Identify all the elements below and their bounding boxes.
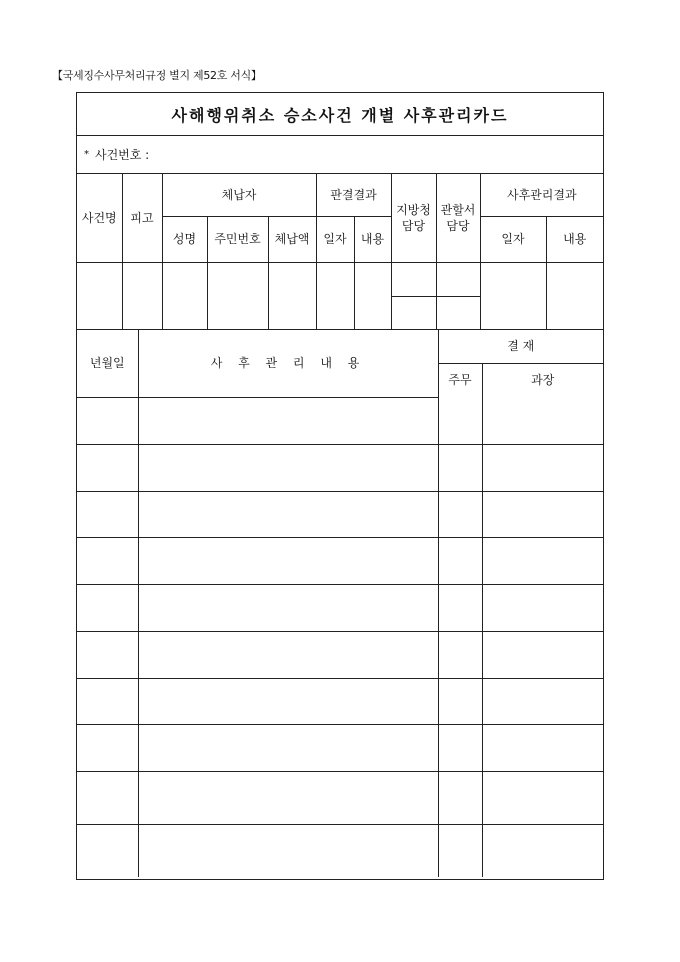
header-followup: 사후관리결과 — [480, 174, 603, 216]
log-content-cell[interactable] — [138, 824, 438, 877]
log-manager-sign-cell[interactable] — [482, 631, 603, 678]
log-staff-sign-cell[interactable] — [438, 631, 482, 678]
log-staff-sign-cell[interactable] — [438, 444, 482, 491]
asterisk-mark: * — [84, 149, 89, 160]
header-followup-content: 내용 — [546, 216, 603, 262]
log-content-cell[interactable] — [138, 444, 438, 491]
cell-district-office-2[interactable] — [436, 296, 480, 329]
log-staff-sign-cell[interactable] — [438, 678, 482, 724]
log-row — [77, 631, 603, 678]
log-date-cell[interactable] — [77, 397, 138, 444]
log-date-cell[interactable] — [77, 631, 138, 678]
cell-delinquent-amount[interactable] — [268, 262, 316, 329]
header-approval: 결 재 — [438, 329, 603, 363]
followup-card — [76, 92, 604, 880]
log-row — [77, 771, 603, 824]
log-staff-sign-cell[interactable] — [438, 397, 482, 444]
log-manager-sign-cell[interactable] — [482, 771, 603, 824]
card-title: 사해행위취소 승소사건 개별 사후관리카드 — [171, 105, 509, 125]
log-manager-sign-cell[interactable] — [482, 584, 603, 631]
log-staff-sign-cell[interactable] — [438, 824, 482, 877]
log-date-cell[interactable] — [77, 584, 138, 631]
cell-local-office-2[interactable] — [391, 296, 436, 329]
header-date: 년월일 — [77, 329, 138, 397]
cell-district-office-1[interactable] — [436, 262, 480, 296]
header-manager: 과장 — [482, 363, 603, 397]
log-row — [77, 444, 603, 491]
header-local-office: 지방청 담당 — [391, 174, 436, 262]
header-followup-date: 일자 — [480, 216, 546, 262]
log-date-cell[interactable] — [77, 824, 138, 877]
log-content-cell[interactable] — [138, 491, 438, 537]
log-date-cell[interactable] — [77, 444, 138, 491]
log-row — [77, 397, 603, 444]
log-manager-sign-cell[interactable] — [482, 397, 603, 444]
log-content-cell[interactable] — [138, 397, 438, 444]
log-date-cell[interactable] — [77, 724, 138, 771]
log-staff-sign-cell[interactable] — [438, 584, 482, 631]
header-judgment: 판결결과 — [316, 174, 391, 216]
cell-judgment-content[interactable] — [354, 262, 391, 329]
log-content-cell[interactable] — [138, 537, 438, 584]
title-row — [77, 93, 603, 136]
cell-delinquent-name[interactable] — [162, 262, 207, 329]
case-number-row — [77, 136, 603, 174]
log-content-cell[interactable] — [138, 584, 438, 631]
log-content-cell[interactable] — [138, 771, 438, 824]
header-judgment-date: 일자 — [316, 216, 354, 262]
cell-followup-date[interactable] — [480, 262, 546, 329]
log-row — [77, 678, 603, 724]
log-staff-sign-cell[interactable] — [438, 771, 482, 824]
log-row — [77, 824, 603, 877]
log-manager-sign-cell[interactable] — [482, 444, 603, 491]
log-content-cell[interactable] — [138, 724, 438, 771]
header-delinquent-name: 성명 — [162, 216, 207, 262]
log-manager-sign-cell[interactable] — [482, 724, 603, 771]
case-info-table — [77, 174, 603, 330]
log-date-cell[interactable] — [77, 678, 138, 724]
log-manager-sign-cell[interactable] — [482, 824, 603, 877]
header-followup-content: 사 후 관 리 내 용 — [138, 329, 438, 397]
cell-delinquent-id[interactable] — [207, 262, 268, 329]
cell-followup-content[interactable] — [546, 262, 603, 329]
header-judgment-content: 내용 — [354, 216, 391, 262]
log-date-cell[interactable] — [77, 537, 138, 584]
log-date-cell[interactable] — [77, 491, 138, 537]
log-staff-sign-cell[interactable] — [438, 724, 482, 771]
form-reference: 【국세징수사무처리규정 별지 제52호 서식】 — [52, 69, 262, 82]
log-staff-sign-cell[interactable] — [438, 491, 482, 537]
log-row — [77, 491, 603, 537]
case-number-label: 사건번호 : — [95, 148, 150, 162]
cell-case-name[interactable] — [77, 262, 122, 329]
log-manager-sign-cell[interactable] — [482, 537, 603, 584]
log-row — [77, 537, 603, 584]
header-defendant: 피고 — [122, 174, 162, 262]
cell-judgment-date[interactable] — [316, 262, 354, 329]
header-district-office: 관할서 담당 — [436, 174, 480, 262]
log-row — [77, 724, 603, 771]
log-date-cell[interactable] — [77, 771, 138, 824]
log-content-cell[interactable] — [138, 631, 438, 678]
header-delinquent: 체납자 — [162, 174, 316, 216]
header-delinquent-amount: 체납액 — [268, 216, 316, 262]
log-manager-sign-cell[interactable] — [482, 491, 603, 537]
cell-local-office-1[interactable] — [391, 262, 436, 296]
log-staff-sign-cell[interactable] — [438, 537, 482, 584]
followup-log-table — [77, 329, 603, 877]
log-content-cell[interactable] — [138, 678, 438, 724]
log-manager-sign-cell[interactable] — [482, 678, 603, 724]
header-staff: 주무 — [438, 363, 482, 397]
header-case-name: 사건명 — [77, 174, 122, 262]
cell-defendant[interactable] — [122, 262, 162, 329]
header-delinquent-id: 주민번호 — [207, 216, 268, 262]
log-row — [77, 584, 603, 631]
